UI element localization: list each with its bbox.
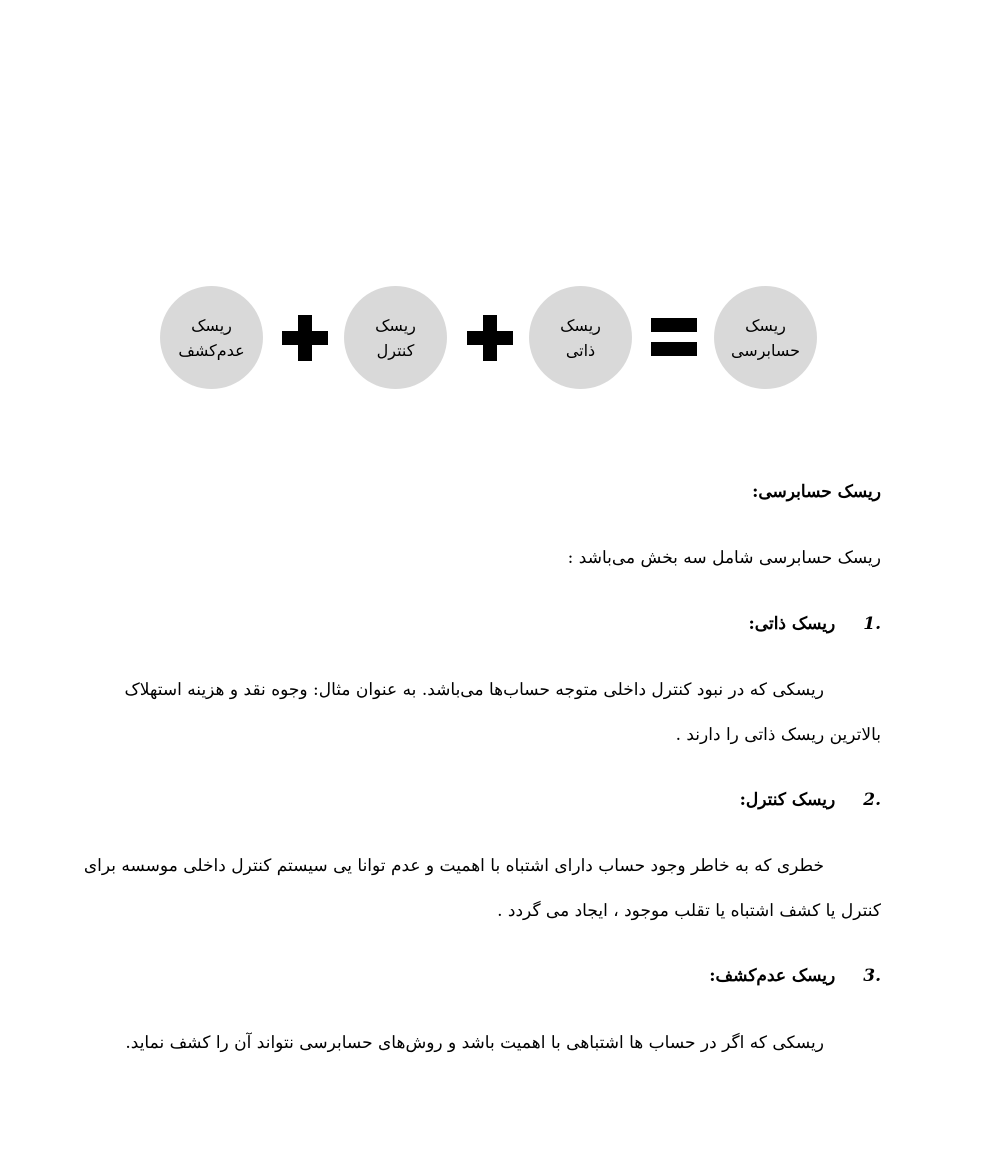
list-item-number: 3. (863, 966, 881, 986)
plus-icon (467, 315, 513, 361)
audit-risk-formula (160, 286, 818, 389)
section-heading: ریسک حسابرسی: (752, 482, 881, 502)
control-risk-label: ریسک کنترل (375, 315, 416, 360)
inherent-risk-label: ریسک ذاتی (560, 315, 601, 360)
paragraph-line: بالاترین ریسک ذاتی را دارند . (675, 725, 881, 745)
list-item-title: ریسک کنترل: (739, 790, 836, 810)
paragraph-line: خطری که به خاطر وجود حساب دارای اشتباه با اهمیت و عدم توانا یی سیستم کنترل داخلی موسسه برای (83, 856, 824, 876)
list-item-detection-risk (709, 966, 881, 986)
control-risk-circle (344, 286, 447, 389)
detection-risk-circle (160, 286, 263, 389)
list-item-number: 1. (863, 614, 881, 634)
audit-risk-circle (714, 286, 817, 389)
inherent-risk-circle (529, 286, 632, 389)
intro-paragraph: ریسک حسابرسی شامل سه بخش می‌باشد : (567, 548, 881, 568)
list-item-number: 2. (863, 790, 881, 810)
list-item-inherent-risk (749, 614, 881, 634)
list-item-title: ریسک عدم‌کشف: (709, 966, 836, 986)
list-item-title: ریسک ذاتی: (748, 614, 836, 634)
list-item-control-risk (740, 790, 881, 810)
paragraph-line: ریسکی که اگر در حساب ها اشتباهی با اهمیت باشد و روش‌های حسابرسی نتواند آن را کشف نماید. (125, 1033, 824, 1053)
paragraph-line: کنترل یا کشف اشتباه یا تقلب موجود ، ایجاد می گردد . (497, 901, 881, 921)
plus-icon (282, 315, 328, 361)
detection-risk-label: ریسک عدم‌کشف (178, 315, 245, 360)
audit-risk-label: ریسک حسابرسی (730, 315, 801, 360)
paragraph-line: ریسکی که در نبود کنترل داخلی متوجه حساب‌ها می‌باشد. به عنوان مثال: وجوه نقد و هزینه استهلاک (124, 680, 824, 700)
equals-icon (651, 318, 697, 356)
